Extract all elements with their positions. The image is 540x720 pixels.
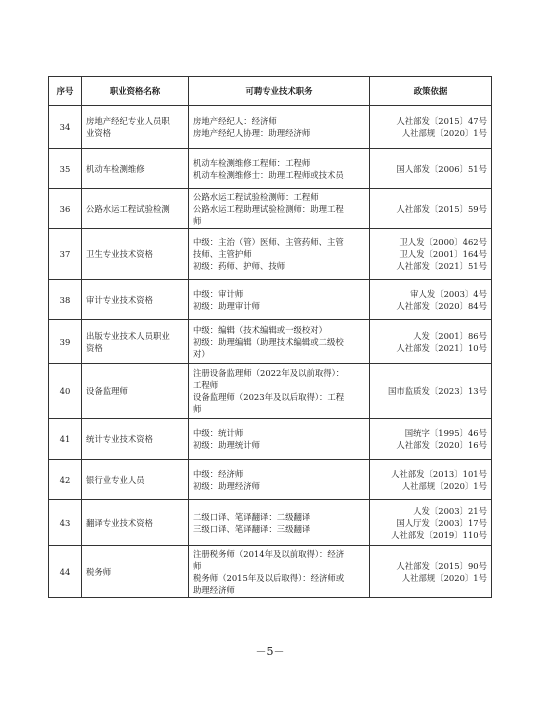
cell-line: 中级：主治（管）医师、主管药师、主管 — [193, 237, 344, 247]
cell-line: 机动车检测维修 — [86, 163, 145, 174]
cell-serial: 37 — [49, 229, 82, 280]
page-number: －5－ — [255, 645, 285, 658]
cell-policy-basis — [370, 460, 492, 500]
cell-line: 人社部发〔2020〕16号 — [396, 440, 487, 450]
table-row — [49, 460, 492, 500]
cell-qualification-name — [82, 149, 189, 189]
cell-line: 人社部规〔2020〕1号 — [401, 572, 487, 583]
cell-hireable-position — [189, 189, 370, 229]
cell-qualification-name — [82, 189, 189, 229]
table-row — [49, 419, 492, 460]
cell-hireable-position — [189, 149, 370, 189]
cell-line: 公路水运工程试验检测 — [86, 203, 170, 214]
cell-line: 三级口译、笔译翻译：三级翻译 — [193, 523, 311, 534]
cell-line: 初级：助理经济师 — [193, 480, 260, 491]
table-header-row — [49, 77, 492, 106]
cell-line: 机动车检测维修士：助理工程师或技术员 — [193, 169, 344, 180]
cell-line: 统计专业技术资格 — [86, 434, 153, 444]
cell-line: 公路水运工程助理试验检测师：助理工程 — [193, 203, 344, 214]
cell-line: 卫生专业技术资格 — [86, 249, 153, 259]
cell-hireable-position — [189, 280, 370, 320]
cell-qualification-name — [82, 320, 189, 364]
cell-policy-basis — [370, 189, 492, 229]
cell-line: 税务师 — [86, 566, 112, 577]
cell-line: 国统字〔1995〕46号 — [404, 428, 487, 438]
cell-line: 人社部发〔2015〕90号 — [396, 560, 487, 571]
header-qualification-name: 职业资格名称 — [82, 77, 189, 106]
cell-line: 人社部发〔2020〕84号 — [396, 300, 487, 311]
cell-policy-basis — [370, 149, 492, 189]
cell-line: 师 — [193, 404, 202, 414]
cell-hireable-position — [189, 419, 370, 460]
cell-line: 人发〔2001〕86号 — [413, 330, 487, 341]
cell-qualification-name — [82, 364, 189, 419]
cell-line: 人社部规〔2020〕1号 — [401, 480, 487, 491]
cell-line: 出版专业技术人员职业 — [86, 330, 170, 341]
cell-hireable-position — [189, 229, 370, 280]
cell-qualification-name — [82, 280, 189, 320]
table-row — [49, 364, 492, 419]
table-row — [49, 149, 492, 189]
table-row — [49, 229, 492, 280]
cell-policy-basis — [370, 419, 492, 460]
table-body — [49, 106, 492, 598]
cell-line: 人社部规〔2020〕1号 — [401, 128, 487, 138]
cell-line: 房地产经纪专业人员职 — [86, 116, 170, 126]
cell-serial: 34 — [49, 106, 82, 149]
cell-line: 人社部发〔2021〕51号 — [396, 261, 487, 271]
cell-qualification-name — [82, 460, 189, 500]
cell-line: 对） — [193, 348, 210, 359]
cell-policy-basis — [370, 280, 492, 320]
cell-line: 初级：助理审计师 — [193, 300, 260, 311]
cell-serial: 40 — [49, 364, 82, 419]
cell-hireable-position — [189, 500, 370, 546]
table-row — [49, 546, 492, 598]
cell-qualification-name — [82, 419, 189, 460]
cell-line: 中级：经济师 — [193, 468, 244, 479]
table-row — [49, 500, 492, 546]
cell-line: 公路水运工程试验检测师：工程师 — [193, 191, 319, 202]
cell-line: 人社部发〔2015〕59号 — [396, 203, 487, 214]
cell-line: 中级：编辑（技术编辑或一级校对） — [193, 324, 327, 335]
cell-line: 初级：助理统计师 — [193, 440, 260, 450]
cell-line: 国市监质发〔2023〕13号 — [388, 386, 487, 396]
cell-line: 注册设备监理师（2022年及以前取得）： — [193, 368, 345, 378]
cell-line: 资格 — [86, 342, 103, 353]
cell-line: 中级：统计师 — [193, 428, 244, 438]
cell-policy-basis — [370, 364, 492, 419]
cell-line: 卫人发〔2001〕164号 — [399, 249, 487, 259]
cell-qualification-name — [82, 500, 189, 546]
cell-hireable-position — [189, 106, 370, 149]
cell-line: 税务师（2015年及以后取得）：经济师或 — [193, 572, 345, 583]
cell-line: 助理经济师 — [193, 584, 235, 595]
cell-qualification-name — [82, 229, 189, 280]
cell-line: 设备监理师（2023年及以后取得）：工程 — [193, 392, 345, 402]
cell-line: 国人部发〔2006〕51号 — [396, 163, 487, 174]
cell-policy-basis — [370, 229, 492, 280]
policy-table — [48, 76, 492, 598]
table-row — [49, 189, 492, 229]
cell-line: 技师、主管护师 — [193, 249, 252, 259]
cell-line: 房地产经纪人：经济师 — [193, 116, 277, 126]
cell-line: 人社部发〔2013〕101号 — [391, 468, 487, 479]
cell-serial: 39 — [49, 320, 82, 364]
cell-serial: 36 — [49, 189, 82, 229]
cell-line: 业资格 — [86, 128, 112, 138]
cell-serial: 42 — [49, 460, 82, 500]
cell-line: 人发〔2003〕21号 — [413, 505, 487, 516]
cell-line: 初级：助理编辑（助理技术编辑或二级校 — [193, 336, 344, 347]
cell-line: 注册税务师（2014年及以前取得）：经济 — [193, 548, 345, 559]
cell-qualification-name — [82, 546, 189, 598]
cell-line: 翻译专业技术资格 — [86, 517, 153, 528]
cell-line: 国人厅发〔2003〕17号 — [396, 517, 487, 528]
cell-line: 师 — [193, 560, 202, 571]
table-row — [49, 280, 492, 320]
cell-line: 中级：审计师 — [193, 288, 244, 299]
cell-policy-basis — [370, 500, 492, 546]
cell-serial: 35 — [49, 149, 82, 189]
cell-line: 审计专业技术资格 — [86, 294, 153, 305]
cell-line: 机动车检测维修工程师：工程师 — [193, 157, 311, 168]
cell-line: 工程师 — [193, 380, 219, 390]
cell-serial: 44 — [49, 546, 82, 598]
header-serial: 序号 — [49, 77, 82, 106]
header-hireable-position: 可聘专业技术职务 — [189, 77, 370, 106]
cell-serial: 38 — [49, 280, 82, 320]
cell-line: 卫人发〔2000〕462号 — [399, 237, 487, 247]
cell-line: 银行业专业人员 — [86, 474, 145, 485]
cell-line: 人社部发〔2021〕10号 — [396, 342, 487, 353]
cell-qualification-name — [82, 106, 189, 149]
cell-hireable-position — [189, 320, 370, 364]
cell-line: 人社部发〔2019〕110号 — [391, 529, 487, 540]
cell-line: 人社部发〔2015〕47号 — [396, 116, 487, 126]
cell-line: 初级：药师、护师、技师 — [193, 261, 286, 271]
cell-line: 二级口译、笔译翻译：二级翻译 — [193, 511, 311, 522]
table-row — [49, 106, 492, 149]
cell-line: 师 — [193, 215, 202, 226]
cell-line: 设备监理师 — [86, 386, 128, 396]
cell-line: 房地产经纪人协理：助理经济师 — [193, 128, 311, 138]
cell-policy-basis — [370, 320, 492, 364]
cell-policy-basis — [370, 106, 492, 149]
cell-serial: 43 — [49, 500, 82, 546]
cell-hireable-position — [189, 364, 370, 419]
cell-hireable-position — [189, 546, 370, 598]
cell-serial: 41 — [49, 419, 82, 460]
cell-hireable-position — [189, 460, 370, 500]
header-policy-basis: 政策依据 — [370, 77, 492, 106]
table-row — [49, 320, 492, 364]
cell-policy-basis — [370, 546, 492, 598]
cell-line: 审人发〔2003〕4号 — [410, 288, 487, 299]
